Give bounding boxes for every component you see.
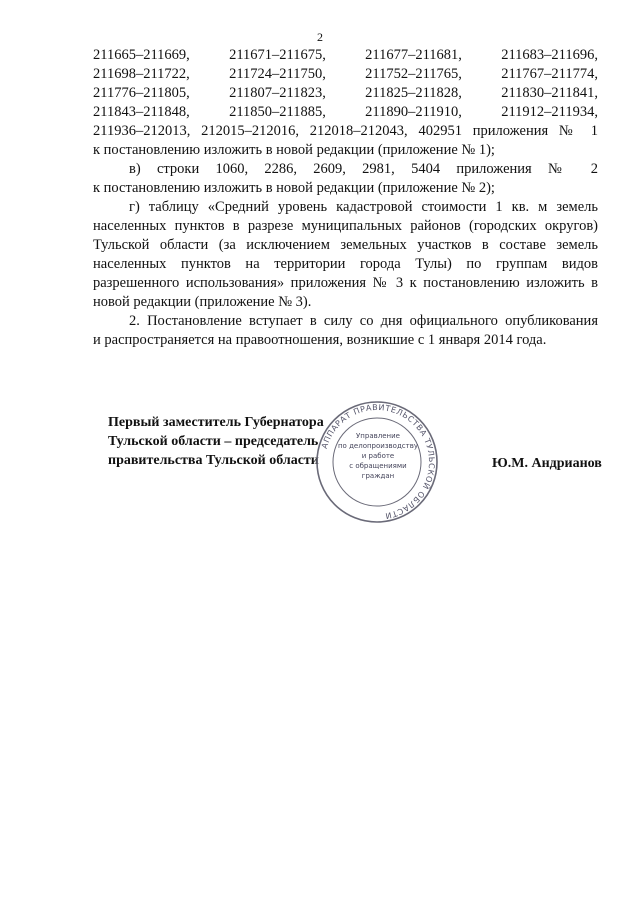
range-item: 211843–211848, <box>93 104 190 120</box>
range-item: 211677–211681, <box>365 47 462 63</box>
paragraph-2-line: и распространяется на правоотношения, возникшие с 1 января 2014 года. <box>93 332 547 348</box>
range-item: 211850–211885, <box>229 104 326 120</box>
item-g-line: новой редакции (приложение № 3). <box>93 294 312 310</box>
annex-1-line: к постановлению изложить в новой редакции (приложение № 1); <box>93 142 495 158</box>
range-row <box>93 46 598 65</box>
range-item: 211665–211669, <box>93 47 190 63</box>
range-item: 211890–211910, <box>365 104 462 120</box>
item-g-line: населенных пунктов в разрезе муниципальных районов (городских округов) <box>93 218 598 234</box>
document-body <box>93 46 598 350</box>
signatory-title-line: Тульской области – председатель <box>108 434 319 449</box>
item-v-line: в) строки 1060, 2286, 2609, 2981, 5404 приложения № 2 <box>129 161 598 177</box>
item-g-line: Тульской области (за исключением земельных участков в составе земель <box>93 237 598 253</box>
item-g-line: г) таблицу «Средний уровень кадастровой стоимости 1 кв. м земель <box>129 199 598 215</box>
paragraph-2-line: 2. Постановление вступает в силу со дня официального опубликования <box>129 313 598 329</box>
item-v-line: к постановлению изложить в новой редакции (приложение № 2); <box>93 180 495 196</box>
range-item: 211724–211750, <box>229 66 326 82</box>
range-row <box>93 84 598 103</box>
range-item: 211752–211765, <box>365 66 462 82</box>
stamp-center-line: с обращениями <box>349 462 407 470</box>
signatory-title-line: Первый заместитель Губернатора <box>108 415 324 430</box>
signatory-name: Ю.М. Андрианов <box>492 456 602 471</box>
number-range-list <box>93 46 598 141</box>
page-number: 2 <box>317 30 323 44</box>
range-line-final: 211936–212013, 212015–212016, 212018–212043, 402951 приложения № 1 <box>93 123 598 139</box>
range-item: 211825–211828, <box>365 85 462 101</box>
range-item: 211683–211696, <box>501 47 598 63</box>
range-item: 211830–211841, <box>501 85 598 101</box>
range-item: 211671–211675, <box>229 47 326 63</box>
range-item: 211776–211805, <box>93 85 190 101</box>
item-g <box>93 198 598 312</box>
range-row <box>93 65 598 84</box>
range-item: 211698–211722, <box>93 66 190 82</box>
item-v <box>93 160 598 198</box>
range-item: 211912–211934, <box>501 104 598 120</box>
range-row <box>93 103 598 122</box>
stamp-ring-text: АППАРАТ ПРАВИТЕЛЬСТВА ТУЛЬСКОЙ ОБЛАСТИ <box>319 402 437 521</box>
range-item: 211767–211774, <box>501 66 598 82</box>
signatory-title <box>108 413 328 470</box>
stamp-center-line: граждан <box>361 472 395 480</box>
stamp-center-line: по делопроизводству <box>337 442 419 450</box>
range-item: 211807–211823, <box>229 85 326 101</box>
item-g-line: разрешенного использования» приложения № 3 к постановлению изложить в <box>93 275 598 291</box>
stamp-center-line: Управление <box>356 432 400 440</box>
paragraph-2 <box>93 312 598 350</box>
item-g-line: населенных пунктов на территории города Тулы) по группам видов <box>93 256 598 272</box>
stamp-center-line: и работе <box>361 452 395 460</box>
signatory-title-line: правительства Тульской области <box>108 453 319 468</box>
official-stamp <box>312 400 442 524</box>
